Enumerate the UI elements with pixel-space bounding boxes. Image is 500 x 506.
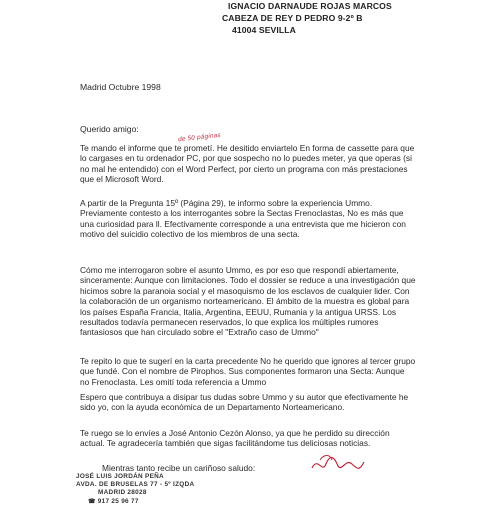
closing-line: Mientras tanto recibe un cariñoso saludo:: [102, 463, 256, 473]
address-line-1: IGNACIO DARNAUDE ROJAS MARCOS: [228, 1, 392, 11]
sender-city: MADRID 28028: [98, 489, 147, 497]
paragraph-6: Te ruego se lo envíes a José Antonio Cezón Alonso, ya que he perdido su dirección actual. Te agradecería también que sigas facilitándome tus deliciosas noticias.: [80, 428, 390, 449]
sender-letterhead: [76, 473, 194, 506]
greeting: Querido amigo:: [80, 124, 139, 134]
paragraph-4: Te repito lo que te sugerí en la carta precedente No he querido que ignores al tercer grupo que fundé. Con el nombre de Pirophos. Sus componentes formaron una Secta: Aunque no Frenoclasta. Les omití toda referencia a Ummo: [80, 356, 416, 387]
signature: [308, 448, 368, 478]
sender-name: JOSÉ LUIS JORDÁN PEÑA: [76, 473, 164, 480]
handwritten-annotation: de 50 páginas: [177, 131, 221, 144]
paragraph-1: Te mando el informe que te prometí. He desitido enviartelo En forma de cassette para que lo cargases en tu ordenador PC, por que sospecho no lo puedes meter, ya que operas (si no mal he entendido) con el Word Perfect, por cierto un programa con más prestaciones que el Microsoft Word.: [80, 143, 415, 185]
paragraph-5: Espero que contribuya a disipar tus dudas sobre Ummo y su autor que efectivamente he sido yo, con la ayuda económica de un Departamento Norteamericano.: [80, 392, 409, 413]
paragraph-3: Cómo me interrogaron sobre el asunto Ummo, es por eso que respondí abiertamente, sinceramente: Aunque con limitaciones. Todo el dossier se reduce a una investigación que hicimos sobre la paranoia social y el masoquismo de los esclavos de cualquier lider. Con la colaboración de un organismo norteamericano. El ámbito de la muestra es global para los países España Francia, Italia, Argentina, EEUU, Rumania y la antigua URSS. Los resultados todavía permanecen reservados, lo que explica los múltiples rumores fantasiosos que han circulado sobre el "Extraño caso de Ummo": [80, 265, 416, 338]
address-line-2: CABEZA DE REY D PEDRO 9-2º B: [222, 13, 363, 23]
phone-icon: ☎: [88, 498, 96, 505]
sender-street: AVDA. DE BRUSELAS 77 - 5º IZQDA: [76, 481, 195, 489]
recipient-address: [208, 0, 392, 36]
sender-phone: [88, 498, 194, 506]
address-line-3: 41004 SEVILLA: [232, 25, 296, 35]
sender-phone-number: 917 25 96 77: [97, 497, 139, 505]
letter-date: Madrid Octubre 1998: [80, 82, 161, 92]
paragraph-2: A partir de la Pregunta 15º (Página 29), te informo sobre la experiencia Ummo. Previamente contesto a los interrogantes sobre la Sectas Frenoclastas, No es más que una curiosidad para ll. Efectivamente corresponde a una entrevista que me hicieron con motivo del suicidio colectivo de los miembros de una secta.: [80, 198, 406, 240]
